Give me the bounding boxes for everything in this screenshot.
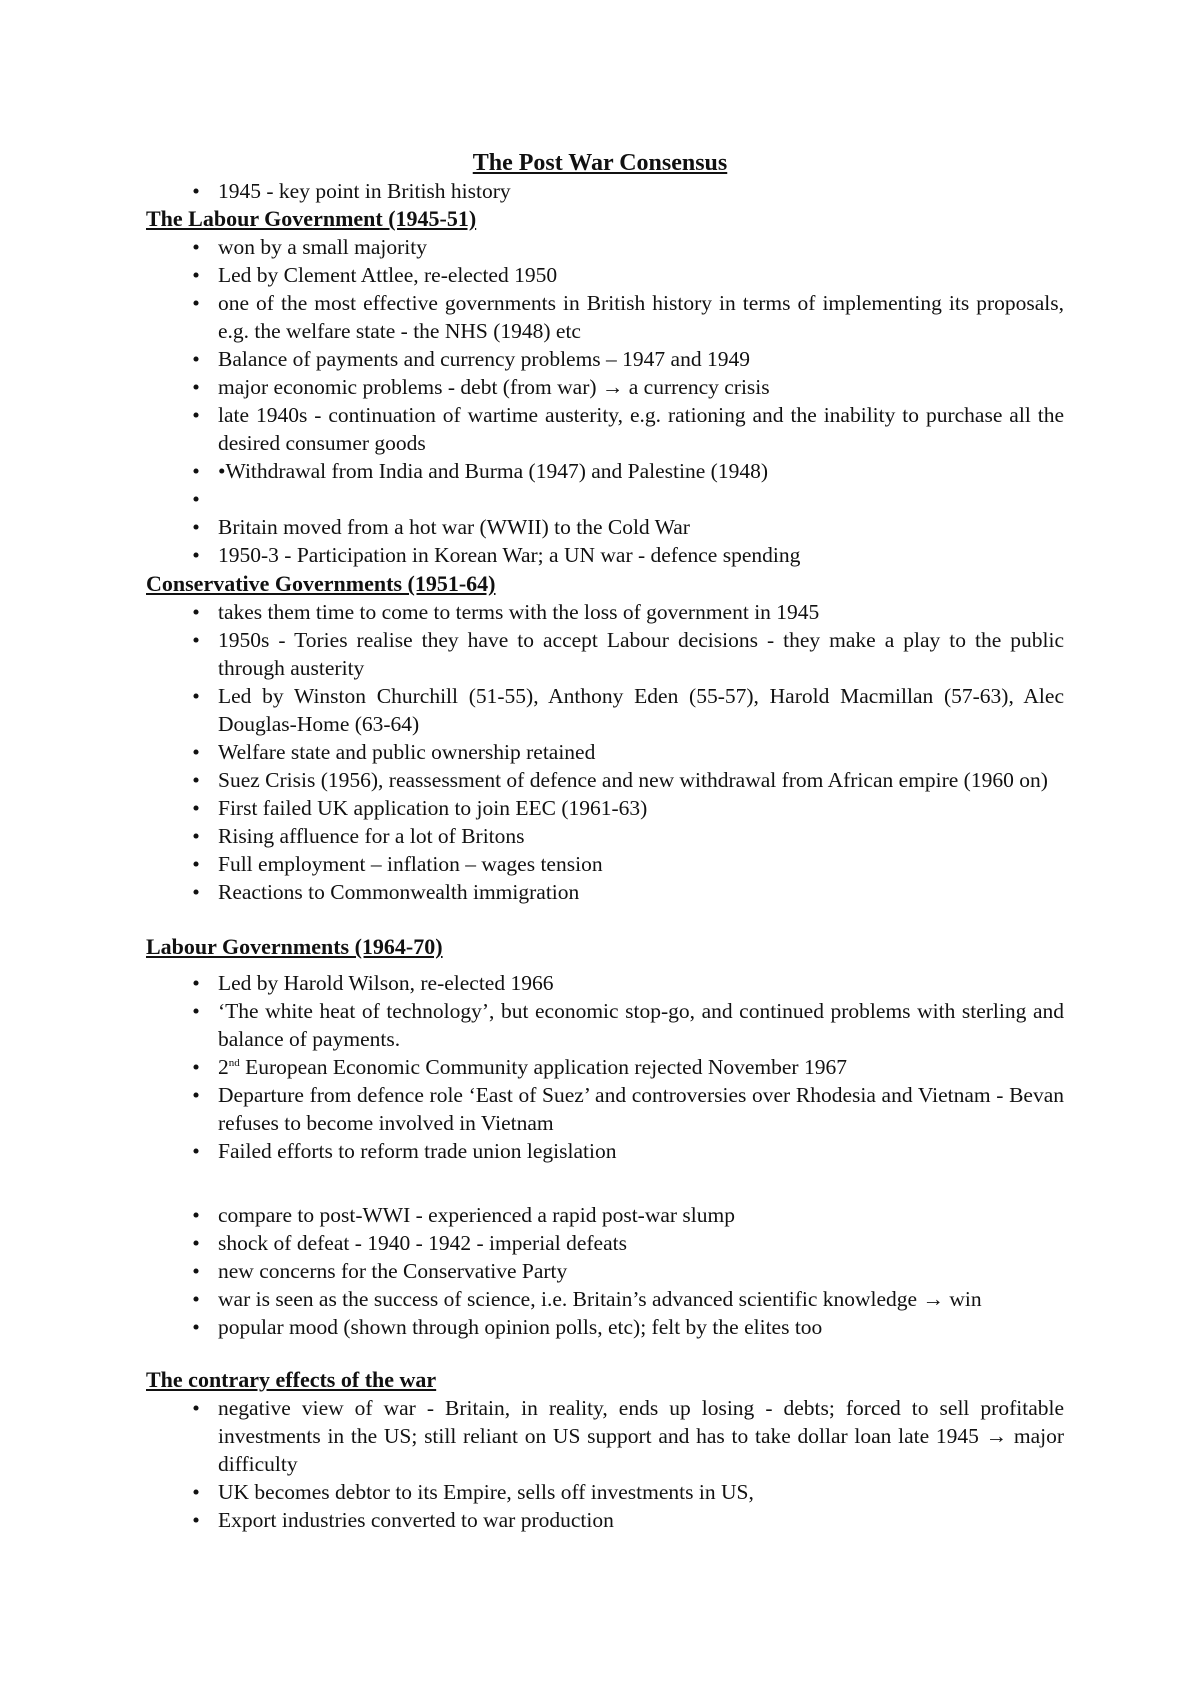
ordinal-number: 2 bbox=[218, 1055, 229, 1079]
list-item: • Led by Harold Wilson, re-elected 1966 bbox=[146, 969, 1064, 997]
bullet-icon: • bbox=[192, 263, 200, 287]
bullet-icon: • bbox=[192, 1315, 200, 1339]
section-heading: The Labour Government (1945-51) bbox=[146, 206, 477, 231]
contrary-effects-list bbox=[146, 1394, 1064, 1534]
intro-list bbox=[146, 177, 1064, 205]
list-item: • 1945 - key point in British history bbox=[146, 177, 1064, 205]
list-item: • won by a small majority bbox=[146, 233, 1064, 261]
bullet-icon: • bbox=[192, 459, 200, 483]
list-item: • one of the most effective governments in British history in terms of implementing its proposals, e.g. the welfare state - the NHS (1948) etc bbox=[146, 289, 1064, 345]
list-item: • war is seen as the success of science, i.e. Britain’s advanced scientific knowledge → win bbox=[146, 1285, 1064, 1313]
bullet-icon: • bbox=[192, 1287, 200, 1311]
bullet-icon: • bbox=[192, 487, 200, 511]
intro-section bbox=[146, 177, 1064, 205]
list-item: • Export industries converted to war production bbox=[146, 1506, 1064, 1534]
bullet-icon: • bbox=[192, 291, 200, 315]
list-item: • compare to post-WWI - experienced a rapid post-war slump bbox=[146, 1201, 1064, 1229]
bullet-icon: • bbox=[192, 684, 200, 708]
list-item: • Britain moved from a hot war (WWII) to the Cold War bbox=[146, 513, 1064, 541]
bullet-icon: • bbox=[192, 999, 200, 1023]
section-heading: The contrary effects of the war bbox=[146, 1367, 437, 1392]
bullet-icon: • bbox=[192, 824, 200, 848]
labour-1945-section bbox=[146, 205, 1064, 569]
document-title: The Post War Consensus bbox=[472, 150, 728, 176]
bullet-icon: • bbox=[192, 1508, 200, 1532]
contrary-effects-section bbox=[146, 1366, 1064, 1534]
list-item: • popular mood (shown through opinion polls, etc); felt by the elites too bbox=[146, 1313, 1064, 1341]
list-item: • 2nd European Economic Community application rejected November 1967 bbox=[146, 1053, 1064, 1081]
list-item: • ‘The white heat of technology’, but economic stop-go, and continued problems with sterling and balance of payments. bbox=[146, 997, 1064, 1053]
spacer bbox=[146, 961, 1064, 969]
bullet-icon: • bbox=[192, 235, 200, 259]
bullet-icon: • bbox=[192, 852, 200, 876]
list-item: • •Withdrawal from India and Burma (1947) and Palestine (1948) bbox=[146, 457, 1064, 485]
bullet-icon: • bbox=[192, 628, 200, 652]
list-item: • Departure from defence role ‘East of Suez’ and controversies over Rhodesia and Vietnam - Bevan refuses to become involved in Vietnam bbox=[146, 1081, 1064, 1137]
list-item: • 1950s - Tories realise they have to accept Labour decisions - they make a play to the public through austerity bbox=[146, 626, 1064, 682]
bullet-icon: • bbox=[192, 600, 200, 624]
conservative-section bbox=[146, 570, 1064, 906]
list-item: • Failed efforts to reform trade union legislation bbox=[146, 1137, 1064, 1165]
list-item: • 1950-3 - Participation in Korean War; a UN war - defence spending bbox=[146, 541, 1064, 569]
list-item: • UK becomes debtor to its Empire, sells off investments in US, bbox=[146, 1478, 1064, 1506]
bullet-icon: • bbox=[192, 515, 200, 539]
list-item: • Led by Winston Churchill (51-55), Anthony Eden (55-57), Harold Macmillan (57-63), Alec Douglas-Home (63-64) bbox=[146, 682, 1064, 738]
list-item: • shock of defeat - 1940 - 1942 - imperial defeats bbox=[146, 1229, 1064, 1257]
list-item: • Full employment – inflation – wages tension bbox=[146, 850, 1064, 878]
bullet-icon: • bbox=[192, 347, 200, 371]
list-item bbox=[146, 485, 1064, 513]
bullet-icon: • bbox=[192, 179, 200, 203]
bullet-icon: • bbox=[192, 375, 200, 399]
list-item: • Reactions to Commonwealth immigration bbox=[146, 878, 1064, 906]
bullet-icon: • bbox=[192, 971, 200, 995]
bullet-icon: • bbox=[192, 1055, 200, 1079]
bullet-icon: • bbox=[192, 880, 200, 904]
bullet-icon: • bbox=[192, 1231, 200, 1255]
bullet-icon: • bbox=[192, 543, 200, 567]
list-item: • takes them time to come to terms with the loss of government in 1945 bbox=[146, 598, 1064, 626]
conservative-list bbox=[146, 598, 1064, 906]
bullet-icon: • bbox=[192, 768, 200, 792]
list-item: • Rising affluence for a lot of Britons bbox=[146, 822, 1064, 850]
bullet-icon: • bbox=[192, 1203, 200, 1227]
bullet-icon: • bbox=[192, 1396, 200, 1420]
list-item: • Welfare state and public ownership retained bbox=[146, 738, 1064, 766]
labour-1964-section bbox=[146, 933, 1064, 1341]
bullet-icon: • bbox=[192, 1480, 200, 1504]
post-war-list bbox=[146, 1201, 1064, 1341]
list-item: • Suez Crisis (1956), reassessment of defence and new withdrawal from African empire (1960 on) bbox=[146, 766, 1064, 794]
list-item: • major economic problems - debt (from war) → a currency crisis bbox=[146, 373, 1064, 401]
bullet-icon: • bbox=[192, 796, 200, 820]
labour-1964-list bbox=[146, 969, 1064, 1165]
bullet-icon: • bbox=[192, 1139, 200, 1163]
section-heading: Labour Governments (1964-70) bbox=[146, 934, 443, 959]
section-heading: Conservative Governments (1951-64) bbox=[146, 571, 496, 596]
list-item: • new concerns for the Conservative Party bbox=[146, 1257, 1064, 1285]
bullet-icon: • bbox=[192, 403, 200, 427]
list-item: • Led by Clement Attlee, re-elected 1950 bbox=[146, 261, 1064, 289]
list-item: • Balance of payments and currency problems – 1947 and 1949 bbox=[146, 345, 1064, 373]
labour-1945-list bbox=[146, 233, 1064, 569]
bullet-icon: • bbox=[192, 1083, 200, 1107]
list-item: • First failed UK application to join EEC (1961-63) bbox=[146, 794, 1064, 822]
list-item: • late 1940s - continuation of wartime austerity, e.g. rationing and the inability to purchase all the desired consumer goods bbox=[146, 401, 1064, 457]
bullet-icon: • bbox=[192, 1259, 200, 1283]
bullet-icon: • bbox=[192, 740, 200, 764]
ordinal-suffix: nd bbox=[228, 1056, 240, 1069]
spacer bbox=[146, 1165, 1064, 1201]
list-item: • negative view of war - Britain, in reality, ends up losing - debts; forced to sell profitable investments in the US; still reliant on US support and has to take dollar loan late 1945 → major difficulty bbox=[146, 1394, 1064, 1478]
